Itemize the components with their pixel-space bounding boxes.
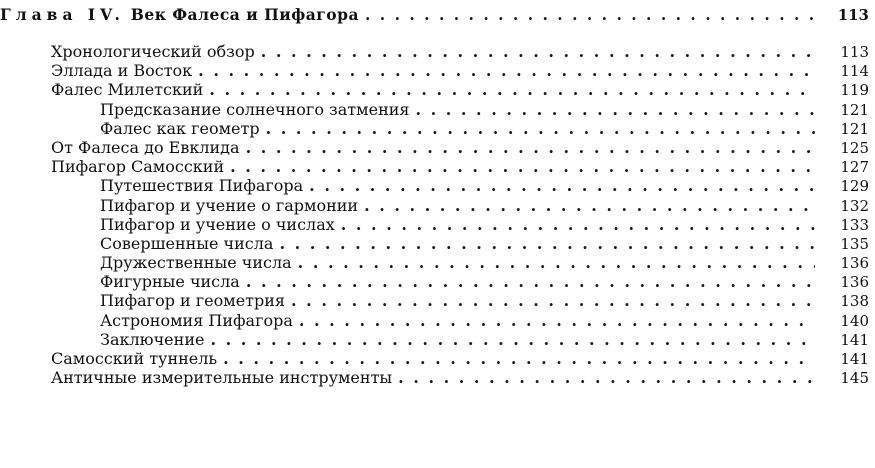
toc-entry-title: Самосский туннель <box>51 349 218 368</box>
toc-entry <box>0 311 875 330</box>
toc-entry <box>0 80 875 99</box>
dot-leader <box>246 272 815 291</box>
dot-leader <box>230 157 815 176</box>
toc-entry <box>0 176 875 195</box>
toc-entry-title: Эллада и Восток <box>51 61 193 81</box>
toc-entry-page-number: 136 <box>840 273 869 292</box>
chapter-name: Век Фалеса и Пифагора <box>130 5 359 24</box>
dot-leader <box>298 253 815 272</box>
dot-leader <box>266 119 815 138</box>
toc-entry-title: Астрономия Пифагора <box>100 310 293 330</box>
toc-entry <box>0 253 875 272</box>
toc-entry-page-number: 145 <box>840 369 869 388</box>
toc-entry-title: Пифагор и учение о гармонии <box>100 195 359 215</box>
toc-entry-page-number: 133 <box>840 215 869 234</box>
toc-entry <box>0 368 875 387</box>
toc-entry-title: Путешествия Пифагора <box>100 176 304 196</box>
chapter-title <box>0 2 359 28</box>
toc-entry <box>0 234 875 253</box>
toc-entry-title: Фалес как геометр <box>100 118 260 138</box>
toc-entry-title: От Фалеса до Евклида <box>51 137 240 157</box>
toc-entry-page-number: 136 <box>840 254 869 273</box>
toc-entry-page-number: 121 <box>840 100 869 119</box>
toc-entry-page-number: 140 <box>840 311 869 330</box>
dot-leader <box>291 291 815 310</box>
dot-leader <box>309 176 815 195</box>
toc-entry-title: Пифагор Самосский <box>51 157 225 177</box>
toc-entry <box>0 138 875 157</box>
chapter-prefix: Глава IV. <box>0 5 125 24</box>
toc-entry-title: Предсказание солнечного затмения <box>100 99 410 119</box>
toc-entry-title: Фигурные числа <box>100 272 240 292</box>
toc-entry-page-number: 127 <box>840 158 869 177</box>
toc-entry <box>0 349 875 368</box>
toc-entry-page-number: 141 <box>840 350 869 368</box>
toc-entry <box>0 42 875 61</box>
dot-leader <box>364 196 815 215</box>
dot-leader <box>398 368 815 387</box>
dot-leader <box>223 349 815 368</box>
toc-entry-title: Пифагор и геометрия <box>100 291 286 311</box>
dot-leader <box>341 215 815 234</box>
toc-entry-page-number: 129 <box>840 177 869 196</box>
toc-entry <box>0 196 875 215</box>
dot-leader <box>198 61 815 80</box>
toc-entry-page-number: 113 <box>840 43 869 61</box>
toc-entry-title: Хронологический обзор <box>51 42 255 61</box>
dot-leader <box>209 80 815 99</box>
toc-entry-title: Пифагор и учение о числах <box>100 214 335 234</box>
dot-leader <box>210 330 815 349</box>
toc-entry <box>0 100 875 119</box>
toc-entry-title: Заключение <box>100 329 205 349</box>
toc-entry <box>0 119 875 138</box>
toc-entry-title: Совершенные числа <box>100 233 274 253</box>
toc-entry-page-number: 141 <box>840 330 869 349</box>
dot-leader <box>261 42 815 61</box>
toc-entry-title: Дружественные числа <box>100 253 292 273</box>
toc-entry-page-number: 138 <box>840 292 869 311</box>
dot-leader <box>279 234 815 253</box>
toc-entry-page-number: 119 <box>840 81 869 100</box>
toc-entry <box>0 61 875 80</box>
dot-leader <box>415 100 815 119</box>
dot-leader <box>299 311 815 330</box>
toc-entry-page-number: 114 <box>840 62 869 81</box>
toc-entry-page-number: 132 <box>840 196 869 215</box>
toc-entry-title: Античные измерительные инструменты <box>51 368 393 388</box>
toc-entry-page-number: 135 <box>840 234 869 253</box>
toc-entry-page-number: 125 <box>840 138 869 157</box>
toc-entry <box>0 157 875 176</box>
toc-entry-list <box>0 42 875 387</box>
toc-entry <box>0 272 875 291</box>
toc-entry-page-number: 121 <box>840 119 869 138</box>
toc-entry-title: Фалес Милетский <box>51 80 204 100</box>
dot-leader <box>365 2 815 28</box>
dot-leader <box>246 138 815 157</box>
toc-entry <box>0 215 875 234</box>
chapter-page-number: 113 <box>837 6 869 24</box>
toc-entry <box>0 291 875 310</box>
toc-entry <box>0 330 875 349</box>
chapter-heading <box>0 2 875 42</box>
